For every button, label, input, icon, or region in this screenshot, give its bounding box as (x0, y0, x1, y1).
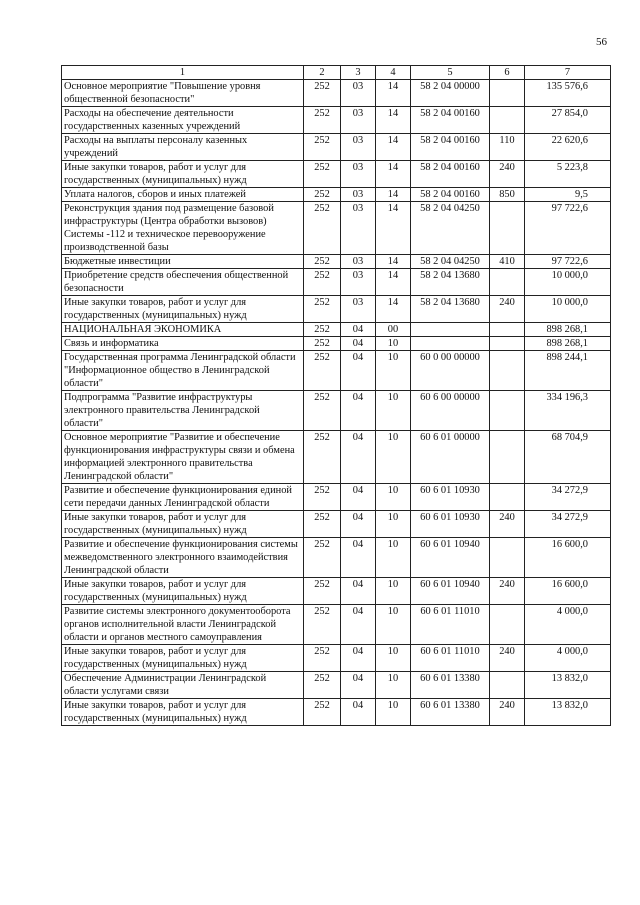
table-cell-c5: 58 2 04 00160 (411, 161, 490, 188)
table-cell-c3: 03 (341, 296, 376, 323)
table-cell-c2: 252 (304, 699, 341, 726)
table-cell-c4: 10 (376, 672, 411, 699)
table-row (62, 484, 611, 511)
table-cell-c2: 252 (304, 255, 341, 269)
table-cell-name: Развитие системы электронного документооборота органов исполнительной власти Ленинградской области и органов местного самоуправления (62, 605, 304, 645)
table-cell-c5: 60 0 00 00000 (411, 351, 490, 391)
header-cell: 3 (341, 66, 376, 80)
table-cell-c4: 10 (376, 605, 411, 645)
table-row (62, 699, 611, 726)
table-row (62, 269, 611, 296)
table-cell-c5: 58 2 04 13680 (411, 269, 490, 296)
table-cell-c7: 16 600,0 (525, 578, 611, 605)
table-cell-c7: 898 244,1 (525, 351, 611, 391)
table-cell-c4: 10 (376, 484, 411, 511)
table-cell-c7: 4 000,0 (525, 605, 611, 645)
table-cell-name: Расходы на обеспечение деятельности государственных казенных учреждений (62, 107, 304, 134)
table-cell-c6: 240 (490, 699, 525, 726)
table-cell-c6: 240 (490, 645, 525, 672)
table-cell-c6 (490, 323, 525, 337)
table-cell-c6 (490, 605, 525, 645)
table-cell-c6: 240 (490, 578, 525, 605)
table-cell-c7: 13 832,0 (525, 672, 611, 699)
table-cell-c5: 58 2 04 00160 (411, 107, 490, 134)
table-cell-c6: 240 (490, 161, 525, 188)
table-cell-c3: 04 (341, 645, 376, 672)
table-cell-c3: 04 (341, 578, 376, 605)
table-row (62, 80, 611, 107)
table-cell-c7: 97 722,6 (525, 255, 611, 269)
table-cell-c5: 58 2 04 04250 (411, 202, 490, 255)
table-cell-c7: 16 600,0 (525, 538, 611, 578)
table-cell-c7: 135 576,6 (525, 80, 611, 107)
table-cell-c4: 14 (376, 134, 411, 161)
table-cell-name: Подпрограмма "Развитие инфраструктуры электронного правительства Ленинградской области" (62, 391, 304, 431)
table-cell-c5: 60 6 01 10940 (411, 578, 490, 605)
table-cell-c5: 60 6 01 13380 (411, 672, 490, 699)
table-cell-c7: 13 832,0 (525, 699, 611, 726)
table-cell-name: Развитие и обеспечение функционирования единой сети передачи данных Ленинградской области (62, 484, 304, 511)
table-cell-name: Иные закупки товаров, работ и услуг для государственных (муниципальных) нужд (62, 161, 304, 188)
table-cell-c6 (490, 202, 525, 255)
header-cell: 5 (411, 66, 490, 80)
table-cell-c3: 04 (341, 391, 376, 431)
table-cell-c3: 03 (341, 134, 376, 161)
table-cell-c2: 252 (304, 538, 341, 578)
table-cell-c3: 03 (341, 202, 376, 255)
table-cell-c2: 252 (304, 134, 341, 161)
table-cell-c4: 10 (376, 351, 411, 391)
table-cell-name: Связь и информатика (62, 337, 304, 351)
table-row (62, 161, 611, 188)
table-cell-c6 (490, 351, 525, 391)
table-cell-c2: 252 (304, 391, 341, 431)
table-row (62, 323, 611, 337)
table-cell-c2: 252 (304, 672, 341, 699)
header-cell: 6 (490, 66, 525, 80)
table-cell-c4: 14 (376, 255, 411, 269)
table-cell-c5: 60 6 01 10930 (411, 511, 490, 538)
table-cell-c3: 04 (341, 351, 376, 391)
table-cell-c5: 58 2 04 00000 (411, 80, 490, 107)
table-cell-c4: 14 (376, 107, 411, 134)
table-cell-c4: 10 (376, 578, 411, 605)
table-cell-name: Обеспечение Администрации Ленинградской области услугами связи (62, 672, 304, 699)
table-cell-c6 (490, 431, 525, 484)
table-cell-c3: 04 (341, 538, 376, 578)
table-cell-c6 (490, 484, 525, 511)
table-cell-c3: 03 (341, 161, 376, 188)
table-cell-c3: 04 (341, 323, 376, 337)
table-row (62, 391, 611, 431)
table-cell-c7: 10 000,0 (525, 296, 611, 323)
table-cell-c5: 58 2 04 00160 (411, 134, 490, 161)
table-cell-name: НАЦИОНАЛЬНАЯ ЭКОНОМИКА (62, 323, 304, 337)
table-cell-c4: 14 (376, 188, 411, 202)
header-row (62, 66, 611, 80)
table-cell-c6 (490, 269, 525, 296)
table-cell-c2: 252 (304, 511, 341, 538)
table-cell-c5: 60 6 01 10930 (411, 484, 490, 511)
header-cell: 2 (304, 66, 341, 80)
table-cell-name: Развитие и обеспечение функционирования системы межведомственного электронного взаимодействия Ленинградской области (62, 538, 304, 578)
table-cell-c7: 334 196,3 (525, 391, 611, 431)
table-cell-name: Основное мероприятие "Развитие и обеспечение функционирования инфраструктуры связи и обмена информацией электронного правительства Ленинградской области" (62, 431, 304, 484)
table-cell-c5 (411, 323, 490, 337)
table-cell-c4: 14 (376, 296, 411, 323)
table-row (62, 605, 611, 645)
header-cell: 4 (376, 66, 411, 80)
table-cell-c6 (490, 391, 525, 431)
table-cell-c6: 850 (490, 188, 525, 202)
table-cell-c2: 252 (304, 188, 341, 202)
table-cell-c7: 34 272,9 (525, 511, 611, 538)
table-cell-c4: 10 (376, 645, 411, 672)
table-cell-c7: 10 000,0 (525, 269, 611, 296)
table-cell-c6 (490, 80, 525, 107)
table-cell-c5: 60 6 00 00000 (411, 391, 490, 431)
table-row (62, 645, 611, 672)
table-cell-c7: 27 854,0 (525, 107, 611, 134)
table-cell-name: Уплата налогов, сборов и иных платежей (62, 188, 304, 202)
table-cell-c4: 10 (376, 699, 411, 726)
table-cell-c6: 410 (490, 255, 525, 269)
table-cell-c3: 04 (341, 337, 376, 351)
page-number: 56 (596, 36, 607, 48)
table-cell-c3: 03 (341, 255, 376, 269)
table-cell-c4: 10 (376, 538, 411, 578)
table-cell-name: Иные закупки товаров, работ и услуг для государственных (муниципальных) нужд (62, 645, 304, 672)
budget-table (61, 65, 611, 726)
table-cell-c2: 252 (304, 337, 341, 351)
table-row (62, 337, 611, 351)
table-cell-c5: 58 2 04 13680 (411, 296, 490, 323)
table-cell-c7: 4 000,0 (525, 645, 611, 672)
table-cell-c3: 04 (341, 605, 376, 645)
table-cell-name: Иные закупки товаров, работ и услуг для государственных (муниципальных) нужд (62, 699, 304, 726)
table-cell-c4: 00 (376, 323, 411, 337)
table-cell-c7: 22 620,6 (525, 134, 611, 161)
table-cell-c2: 252 (304, 296, 341, 323)
table-row (62, 511, 611, 538)
table-cell-c7: 898 268,1 (525, 323, 611, 337)
table-cell-c3: 03 (341, 269, 376, 296)
table-cell-c4: 14 (376, 161, 411, 188)
table-cell-name: Расходы на выплаты персоналу казенных учреждений (62, 134, 304, 161)
table-cell-c7: 898 268,1 (525, 337, 611, 351)
table-cell-c3: 03 (341, 188, 376, 202)
table-cell-c3: 04 (341, 431, 376, 484)
table-cell-c4: 10 (376, 337, 411, 351)
table-cell-c2: 252 (304, 351, 341, 391)
table-cell-c6: 240 (490, 296, 525, 323)
table-cell-c7: 34 272,9 (525, 484, 611, 511)
table-cell-c5 (411, 337, 490, 351)
table-cell-c4: 10 (376, 391, 411, 431)
table-cell-c7: 9,5 (525, 188, 611, 202)
table-cell-name: Приобретение средств обеспечения общественной безопасности (62, 269, 304, 296)
table-row (62, 255, 611, 269)
table-cell-name: Иные закупки товаров, работ и услуг для государственных (муниципальных) нужд (62, 511, 304, 538)
table-cell-c2: 252 (304, 107, 341, 134)
table-cell-c5: 60 6 01 11010 (411, 605, 490, 645)
table-cell-c2: 252 (304, 645, 341, 672)
table-cell-c3: 03 (341, 80, 376, 107)
table-cell-name: Иные закупки товаров, работ и услуг для государственных (муниципальных) нужд (62, 578, 304, 605)
table-cell-name: Бюджетные инвестиции (62, 255, 304, 269)
table-cell-c5: 60 6 01 00000 (411, 431, 490, 484)
table-cell-name: Основное мероприятие "Повышение уровня общественной безопасности" (62, 80, 304, 107)
table-cell-name: Реконструкция здания под размещение базовой инфраструктуры (Центра обработки вызовов) Системы -112 и техническое перевооружение производственной базы (62, 202, 304, 255)
table-cell-c7: 5 223,8 (525, 161, 611, 188)
table-cell-c5: 58 2 04 00160 (411, 188, 490, 202)
table-row (62, 578, 611, 605)
table-cell-c6 (490, 672, 525, 699)
table-cell-c2: 252 (304, 80, 341, 107)
table-cell-c4: 14 (376, 269, 411, 296)
table-cell-c5: 60 6 01 10940 (411, 538, 490, 578)
table-row (62, 202, 611, 255)
table-cell-c4: 14 (376, 202, 411, 255)
table-row (62, 431, 611, 484)
table-cell-c6 (490, 107, 525, 134)
table-cell-name: Иные закупки товаров, работ и услуг для государственных (муниципальных) нужд (62, 296, 304, 323)
table-cell-c3: 03 (341, 107, 376, 134)
table-cell-c2: 252 (304, 578, 341, 605)
table-row (62, 672, 611, 699)
table-cell-name: Государственная программа Ленинградской области "Информационное общество в Ленинградской области" (62, 351, 304, 391)
table-row (62, 351, 611, 391)
table-cell-c3: 04 (341, 672, 376, 699)
table-cell-c5: 60 6 01 13380 (411, 699, 490, 726)
table-cell-c2: 252 (304, 202, 341, 255)
table-cell-c4: 14 (376, 80, 411, 107)
table-cell-c6: 110 (490, 134, 525, 161)
table-cell-c2: 252 (304, 484, 341, 511)
table-row (62, 538, 611, 578)
table-cell-c2: 252 (304, 269, 341, 296)
table-cell-c5: 60 6 01 11010 (411, 645, 490, 672)
table-cell-c2: 252 (304, 605, 341, 645)
table-row (62, 188, 611, 202)
table-cell-c4: 10 (376, 431, 411, 484)
table-cell-c7: 68 704,9 (525, 431, 611, 484)
table-cell-c2: 252 (304, 161, 341, 188)
table-cell-c6 (490, 538, 525, 578)
table-cell-c3: 04 (341, 484, 376, 511)
table-cell-c3: 04 (341, 699, 376, 726)
table-cell-c3: 04 (341, 511, 376, 538)
header-cell: 1 (62, 66, 304, 80)
header-cell: 7 (525, 66, 611, 80)
table-cell-c6 (490, 337, 525, 351)
table-cell-c6: 240 (490, 511, 525, 538)
table-cell-c7: 97 722,6 (525, 202, 611, 255)
table-row (62, 134, 611, 161)
table-cell-c2: 252 (304, 323, 341, 337)
table-row (62, 107, 611, 134)
table-cell-c5: 58 2 04 04250 (411, 255, 490, 269)
table-row (62, 296, 611, 323)
table-cell-c4: 10 (376, 511, 411, 538)
table-cell-c2: 252 (304, 431, 341, 484)
